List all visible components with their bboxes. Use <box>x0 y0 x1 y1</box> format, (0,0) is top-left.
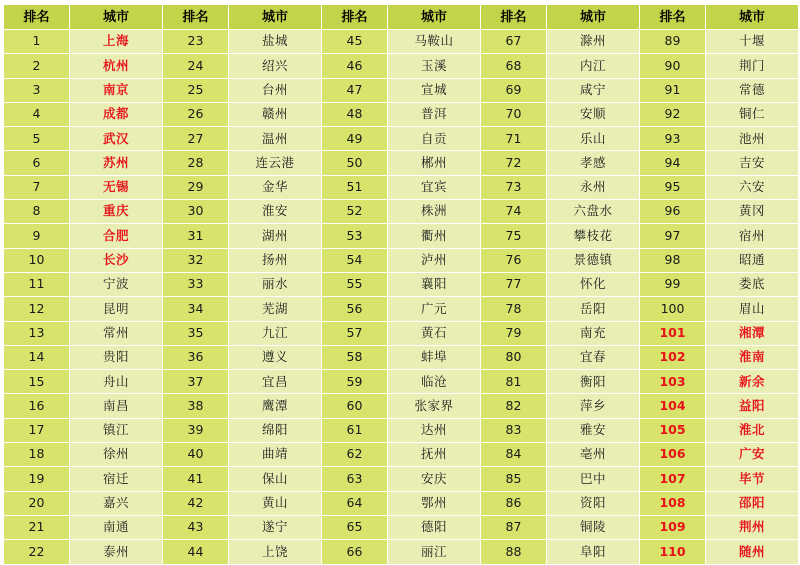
rank-cell: 3 <box>4 78 70 102</box>
rank-cell: 87 <box>481 515 547 539</box>
city-cell: 宿迁 <box>70 467 163 491</box>
table-row <box>4 467 799 491</box>
city-cell: 宜春 <box>547 345 640 369</box>
city-cell: 铜陵 <box>547 515 640 539</box>
rank-cell: 95 <box>640 175 706 199</box>
rank-cell: 10 <box>4 248 70 272</box>
city-cell: 常德 <box>706 78 799 102</box>
rank-cell: 102 <box>640 345 706 369</box>
rank-cell: 67 <box>481 30 547 54</box>
city-cell: 永州 <box>547 175 640 199</box>
city-cell: 益阳 <box>706 394 799 418</box>
table-row <box>4 102 799 126</box>
rank-cell: 22 <box>4 540 70 564</box>
rank-cell: 38 <box>163 394 229 418</box>
city-cell: 新余 <box>706 370 799 394</box>
city-cell: 六盘水 <box>547 200 640 224</box>
rank-cell: 101 <box>640 321 706 345</box>
city-cell: 宁波 <box>70 272 163 296</box>
city-cell: 芜湖 <box>229 297 322 321</box>
rank-cell: 30 <box>163 200 229 224</box>
rank-cell: 93 <box>640 127 706 151</box>
city-cell: 上海 <box>70 30 163 54</box>
city-cell: 昭通 <box>706 248 799 272</box>
city-cell: 丽江 <box>388 540 481 564</box>
city-cell: 保山 <box>229 467 322 491</box>
city-cell: 广安 <box>706 443 799 467</box>
rank-cell: 45 <box>322 30 388 54</box>
rank-cell: 35 <box>163 321 229 345</box>
rank-cell: 106 <box>640 443 706 467</box>
rank-cell: 34 <box>163 297 229 321</box>
city-cell: 黄冈 <box>706 200 799 224</box>
city-cell: 成都 <box>70 102 163 126</box>
city-cell: 湘潭 <box>706 321 799 345</box>
city-cell: 扬州 <box>229 248 322 272</box>
rank-cell: 8 <box>4 200 70 224</box>
city-cell: 遵义 <box>229 345 322 369</box>
rank-cell: 24 <box>163 54 229 78</box>
rank-cell: 31 <box>163 224 229 248</box>
city-cell: 襄阳 <box>388 272 481 296</box>
table-row <box>4 515 799 539</box>
city-cell: 阜阳 <box>547 540 640 564</box>
rank-cell: 88 <box>481 540 547 564</box>
city-cell: 玉溪 <box>388 54 481 78</box>
rank-cell: 52 <box>322 200 388 224</box>
rank-cell: 57 <box>322 321 388 345</box>
city-cell: 乐山 <box>547 127 640 151</box>
rank-cell: 32 <box>163 248 229 272</box>
rank-cell: 105 <box>640 418 706 442</box>
city-cell: 九江 <box>229 321 322 345</box>
city-cell: 滁州 <box>547 30 640 54</box>
rank-cell: 41 <box>163 467 229 491</box>
rank-cell: 11 <box>4 272 70 296</box>
table-row <box>4 321 799 345</box>
city-cell: 衡阳 <box>547 370 640 394</box>
table-row <box>4 175 799 199</box>
column-header-city-2: 城市 <box>229 5 322 30</box>
city-cell: 淮安 <box>229 200 322 224</box>
city-cell: 湖州 <box>229 224 322 248</box>
city-cell: 郴州 <box>388 151 481 175</box>
rank-cell: 61 <box>322 418 388 442</box>
city-cell: 曲靖 <box>229 443 322 467</box>
city-cell: 荆州 <box>706 515 799 539</box>
city-cell: 张家界 <box>388 394 481 418</box>
rank-cell: 49 <box>322 127 388 151</box>
table-row <box>4 345 799 369</box>
city-cell: 武汉 <box>70 127 163 151</box>
table-row <box>4 30 799 54</box>
city-cell: 雅安 <box>547 418 640 442</box>
city-cell: 盐城 <box>229 30 322 54</box>
rank-cell: 92 <box>640 102 706 126</box>
city-cell: 吉安 <box>706 151 799 175</box>
city-cell: 宿州 <box>706 224 799 248</box>
city-cell: 景德镇 <box>547 248 640 272</box>
rank-cell: 64 <box>322 491 388 515</box>
rank-cell: 83 <box>481 418 547 442</box>
rank-cell: 97 <box>640 224 706 248</box>
rank-cell: 96 <box>640 200 706 224</box>
rank-cell: 59 <box>322 370 388 394</box>
city-cell: 萍乡 <box>547 394 640 418</box>
city-cell: 攀枝花 <box>547 224 640 248</box>
city-cell: 金华 <box>229 175 322 199</box>
city-cell: 安庆 <box>388 467 481 491</box>
city-cell: 巴中 <box>547 467 640 491</box>
rank-cell: 107 <box>640 467 706 491</box>
table-row <box>4 540 799 564</box>
city-cell: 南京 <box>70 78 163 102</box>
rank-cell: 19 <box>4 467 70 491</box>
rank-cell: 48 <box>322 102 388 126</box>
header-row <box>4 5 799 30</box>
column-header-city-1: 城市 <box>70 5 163 30</box>
rank-cell: 44 <box>163 540 229 564</box>
city-cell: 温州 <box>229 127 322 151</box>
city-cell: 台州 <box>229 78 322 102</box>
rank-cell: 60 <box>322 394 388 418</box>
rank-cell: 56 <box>322 297 388 321</box>
city-cell: 马鞍山 <box>388 30 481 54</box>
rank-cell: 40 <box>163 443 229 467</box>
city-cell: 赣州 <box>229 102 322 126</box>
city-cell: 绍兴 <box>229 54 322 78</box>
table-row <box>4 272 799 296</box>
city-cell: 咸宁 <box>547 78 640 102</box>
city-cell: 苏州 <box>70 151 163 175</box>
city-cell: 泰州 <box>70 540 163 564</box>
rank-cell: 53 <box>322 224 388 248</box>
city-cell: 遂宁 <box>229 515 322 539</box>
rank-cell: 69 <box>481 78 547 102</box>
city-cell: 宣城 <box>388 78 481 102</box>
city-cell: 宜宾 <box>388 175 481 199</box>
rank-cell: 76 <box>481 248 547 272</box>
city-cell: 铜仁 <box>706 102 799 126</box>
city-cell: 泸州 <box>388 248 481 272</box>
table-row <box>4 394 799 418</box>
rank-cell: 90 <box>640 54 706 78</box>
table-row <box>4 370 799 394</box>
rank-cell: 99 <box>640 272 706 296</box>
rank-cell: 110 <box>640 540 706 564</box>
rank-cell: 75 <box>481 224 547 248</box>
rank-cell: 108 <box>640 491 706 515</box>
rank-cell: 14 <box>4 345 70 369</box>
table-row <box>4 418 799 442</box>
rank-cell: 81 <box>481 370 547 394</box>
city-cell: 株洲 <box>388 200 481 224</box>
column-header-rank-1: 排名 <box>4 5 70 30</box>
table-row <box>4 297 799 321</box>
rank-cell: 86 <box>481 491 547 515</box>
rank-cell: 78 <box>481 297 547 321</box>
rank-cell: 65 <box>322 515 388 539</box>
city-cell: 淮南 <box>706 345 799 369</box>
rank-cell: 15 <box>4 370 70 394</box>
city-cell: 舟山 <box>70 370 163 394</box>
city-cell: 贵阳 <box>70 345 163 369</box>
column-header-rank-3: 排名 <box>322 5 388 30</box>
rank-cell: 70 <box>481 102 547 126</box>
table-row <box>4 151 799 175</box>
rank-cell: 73 <box>481 175 547 199</box>
city-cell: 广元 <box>388 297 481 321</box>
city-cell: 六安 <box>706 175 799 199</box>
city-cell: 怀化 <box>547 272 640 296</box>
rank-cell: 72 <box>481 151 547 175</box>
city-cell: 安顺 <box>547 102 640 126</box>
table-row <box>4 443 799 467</box>
rank-cell: 37 <box>163 370 229 394</box>
column-header-rank-2: 排名 <box>163 5 229 30</box>
rank-cell: 80 <box>481 345 547 369</box>
city-cell: 岳阳 <box>547 297 640 321</box>
rank-cell: 6 <box>4 151 70 175</box>
column-header-rank-5: 排名 <box>640 5 706 30</box>
city-cell: 池州 <box>706 127 799 151</box>
rank-cell: 55 <box>322 272 388 296</box>
rank-cell: 109 <box>640 515 706 539</box>
city-cell: 毕节 <box>706 467 799 491</box>
city-cell: 鹰潭 <box>229 394 322 418</box>
city-cell: 临沧 <box>388 370 481 394</box>
city-cell: 南通 <box>70 515 163 539</box>
rank-cell: 20 <box>4 491 70 515</box>
rank-cell: 47 <box>322 78 388 102</box>
city-cell: 丽水 <box>229 272 322 296</box>
city-cell: 宜昌 <box>229 370 322 394</box>
city-cell: 眉山 <box>706 297 799 321</box>
rank-cell: 25 <box>163 78 229 102</box>
city-cell: 镇江 <box>70 418 163 442</box>
city-cell: 无锡 <box>70 175 163 199</box>
rank-cell: 51 <box>322 175 388 199</box>
table-row <box>4 127 799 151</box>
rank-cell: 74 <box>481 200 547 224</box>
city-cell: 达州 <box>388 418 481 442</box>
rank-cell: 23 <box>163 30 229 54</box>
rank-cell: 89 <box>640 30 706 54</box>
rank-cell: 62 <box>322 443 388 467</box>
city-cell: 杭州 <box>70 54 163 78</box>
column-header-city-3: 城市 <box>388 5 481 30</box>
rank-cell: 68 <box>481 54 547 78</box>
city-cell: 长沙 <box>70 248 163 272</box>
rank-cell: 94 <box>640 151 706 175</box>
city-cell: 荆门 <box>706 54 799 78</box>
rank-cell: 16 <box>4 394 70 418</box>
city-cell: 鄂州 <box>388 491 481 515</box>
rank-cell: 58 <box>322 345 388 369</box>
table-body <box>4 30 799 565</box>
city-cell: 重庆 <box>70 200 163 224</box>
city-cell: 上饶 <box>229 540 322 564</box>
rank-cell: 9 <box>4 224 70 248</box>
rank-cell: 66 <box>322 540 388 564</box>
column-header-city-5: 城市 <box>706 5 799 30</box>
rank-cell: 43 <box>163 515 229 539</box>
city-cell: 嘉兴 <box>70 491 163 515</box>
rank-cell: 36 <box>163 345 229 369</box>
city-cell: 随州 <box>706 540 799 564</box>
city-cell: 绵阳 <box>229 418 322 442</box>
city-cell: 常州 <box>70 321 163 345</box>
rank-cell: 12 <box>4 297 70 321</box>
rank-cell: 2 <box>4 54 70 78</box>
city-cell: 衢州 <box>388 224 481 248</box>
column-header-rank-4: 排名 <box>481 5 547 30</box>
rank-cell: 21 <box>4 515 70 539</box>
rank-cell: 100 <box>640 297 706 321</box>
city-cell: 普洱 <box>388 102 481 126</box>
city-cell: 十堰 <box>706 30 799 54</box>
rank-cell: 5 <box>4 127 70 151</box>
city-cell: 抚州 <box>388 443 481 467</box>
rank-cell: 1 <box>4 30 70 54</box>
rank-cell: 104 <box>640 394 706 418</box>
rank-cell: 39 <box>163 418 229 442</box>
rank-cell: 17 <box>4 418 70 442</box>
city-cell: 邵阳 <box>706 491 799 515</box>
city-cell: 孝感 <box>547 151 640 175</box>
rank-cell: 84 <box>481 443 547 467</box>
rank-cell: 29 <box>163 175 229 199</box>
city-cell: 南昌 <box>70 394 163 418</box>
rank-cell: 18 <box>4 443 70 467</box>
rank-cell: 28 <box>163 151 229 175</box>
city-cell: 黄山 <box>229 491 322 515</box>
city-cell: 黄石 <box>388 321 481 345</box>
rank-cell: 46 <box>322 54 388 78</box>
city-cell: 徐州 <box>70 443 163 467</box>
city-cell: 亳州 <box>547 443 640 467</box>
table-header <box>4 5 799 30</box>
city-cell: 淮北 <box>706 418 799 442</box>
rank-cell: 50 <box>322 151 388 175</box>
city-cell: 自贡 <box>388 127 481 151</box>
rank-cell: 4 <box>4 102 70 126</box>
rank-cell: 63 <box>322 467 388 491</box>
rank-cell: 13 <box>4 321 70 345</box>
rank-cell: 71 <box>481 127 547 151</box>
rank-cell: 103 <box>640 370 706 394</box>
city-rank-table <box>3 4 799 565</box>
rank-cell: 82 <box>481 394 547 418</box>
table-row <box>4 78 799 102</box>
city-cell: 合肥 <box>70 224 163 248</box>
city-cell: 娄底 <box>706 272 799 296</box>
city-cell: 昆明 <box>70 297 163 321</box>
rank-cell: 27 <box>163 127 229 151</box>
city-cell: 蚌埠 <box>388 345 481 369</box>
city-cell: 南充 <box>547 321 640 345</box>
rank-cell: 91 <box>640 78 706 102</box>
city-cell: 内江 <box>547 54 640 78</box>
city-cell: 德阳 <box>388 515 481 539</box>
rank-cell: 79 <box>481 321 547 345</box>
city-cell: 连云港 <box>229 151 322 175</box>
rank-cell: 7 <box>4 175 70 199</box>
city-cell: 资阳 <box>547 491 640 515</box>
rank-cell: 85 <box>481 467 547 491</box>
table-row <box>4 224 799 248</box>
rank-cell: 42 <box>163 491 229 515</box>
rank-cell: 77 <box>481 272 547 296</box>
rank-cell: 33 <box>163 272 229 296</box>
rank-cell: 26 <box>163 102 229 126</box>
table-row <box>4 491 799 515</box>
rank-cell: 54 <box>322 248 388 272</box>
table-row <box>4 54 799 78</box>
column-header-city-4: 城市 <box>547 5 640 30</box>
table-row <box>4 248 799 272</box>
rank-cell: 98 <box>640 248 706 272</box>
table-row <box>4 200 799 224</box>
